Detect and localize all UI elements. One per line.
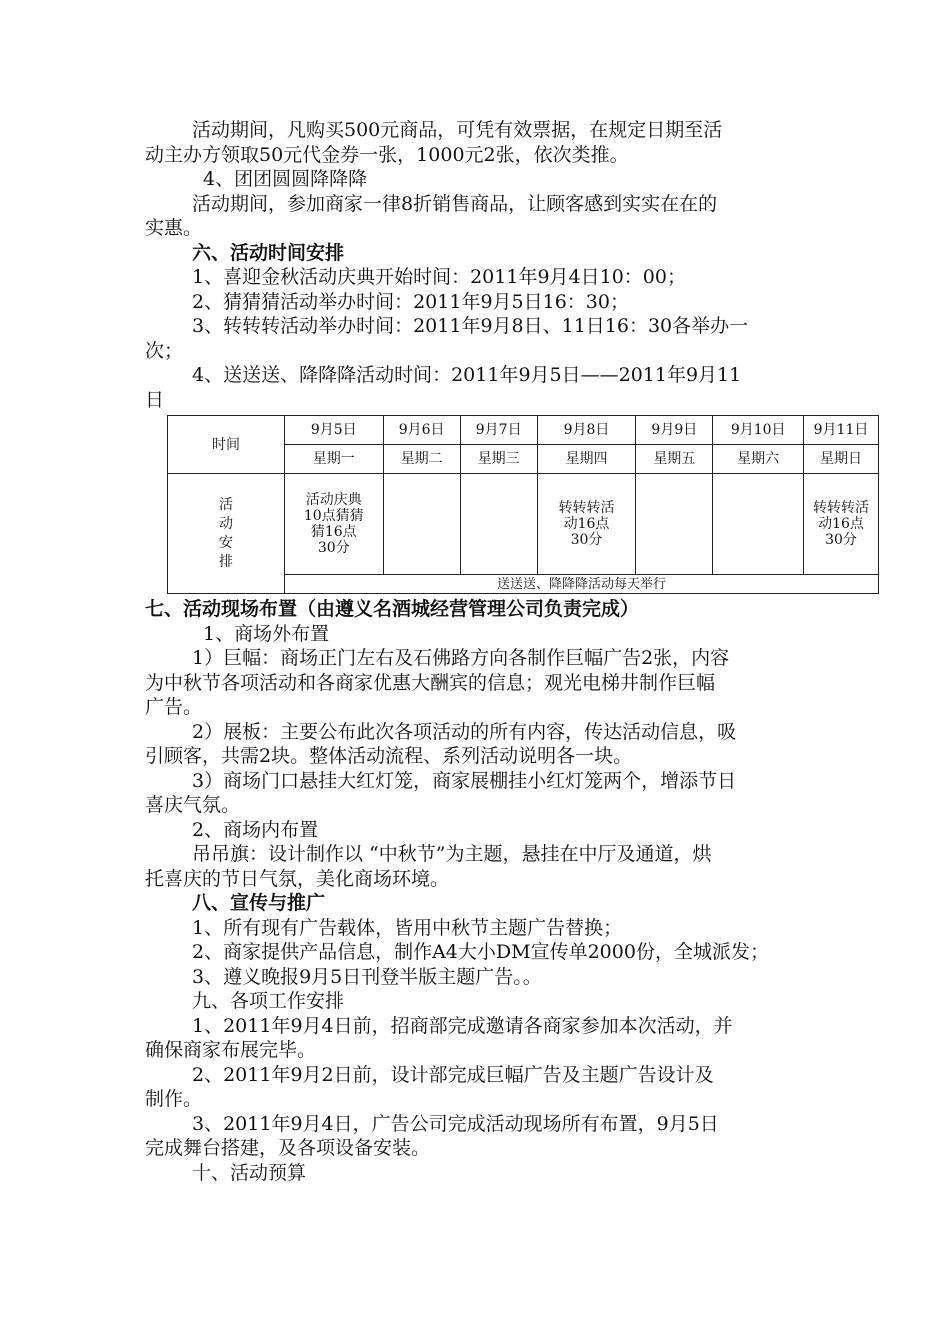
paragraph-line: 2、商家提供产品信息，制作A4大小DM宣传单2000份，全城派发； [192,941,769,963]
weekday-cell: 星期二 [383,445,460,474]
plan-label-char: 活 [219,496,233,513]
section-heading-7: 七、活动现场布置（由遵义名酒城经营管理公司负责完成） [145,598,640,620]
paragraph-line: 活动期间，参加商家一律8折销售商品，让顾客感到实实在在的 [192,192,718,215]
date-cell: 9月9日 [636,416,713,445]
section-heading-10: 十、活动预算 [192,1161,307,1184]
paragraph-line: 3、2011年9月4日，广告公司完成活动现场所有布置，9月5日 [192,1112,719,1135]
weekday-cell: 星期三 [460,445,537,474]
date-cell: 9月6日 [383,416,460,445]
date-cell: 9月5日 [285,416,384,445]
paragraph-line: 1）巨幅：商场正门左右及石佛路方向各制作巨幅广告2张，内容 [192,647,730,669]
plan-cell [460,474,537,575]
paragraph-line: 完成舞台搭建，及各项设备安装。 [145,1137,431,1159]
plan-text: 活动庆典10点猜猜猜16点30分 [303,492,364,556]
weekday-cell: 星期五 [636,445,713,474]
weekday-cell: 星期四 [537,445,636,474]
subheading: 2、商场内布置 [192,818,319,841]
plan-label-char: 安 [219,534,233,551]
table-footer-cell: 送送送、降降降活动每天举行 [285,575,879,594]
paragraph-line: 制作。 [145,1088,203,1110]
plan-cell [636,474,713,575]
plan-cell [383,474,460,575]
paragraph-line: 吊吊旗：设计制作以 “中秋节”为主题，悬挂在中厅及通道，烘 [192,843,712,865]
date-cell: 9月7日 [460,416,537,445]
paragraph-line: 确保商家布展完毕。 [145,1039,317,1061]
paragraph-line: 2、猜猜猜活动举办时间：2011年9月5日16：30； [192,290,629,313]
section-heading-6: 六、活动时间安排 [192,241,345,264]
paragraph-line: 引顾客，共需2块。整体活动流程、系列活动说明各一块。 [145,745,633,767]
plan-header-label [219,496,233,572]
paragraph-line: 托喜庆的节日气氛，美化商场环境。 [145,867,450,890]
schedule-table [167,415,879,594]
subheading: 1、商场外布置 [203,622,330,645]
section-heading-9: 九、各项工作安排 [192,990,345,1012]
paragraph-line: 3、转转转活动举办时间：2011年9月8日、11日16：30各举办一 [192,315,749,337]
plan-cell [713,474,804,575]
plan-text: 转转转活动16点30分 [813,500,869,548]
plan-cell [804,474,879,575]
plan-header-cell [168,474,285,594]
paragraph-line: 3、遵义晚报9月5日刊登半版主题广告。。 [192,965,542,988]
paragraph-line: 4、送送送、降降降活动时间：2011年9月5日——2011年9月11 [192,364,742,386]
weekday-cell: 星期一 [285,445,384,474]
time-header-cell: 时间 [168,416,285,474]
plan-label-char: 排 [219,553,233,570]
paragraph-line: 1、喜迎金秋活动庆典开始时间：2011年9月4日10：00； [192,266,686,288]
plan-text: 转转转活动16点30分 [558,500,615,548]
paragraph-line: 实惠。 [145,217,203,239]
plan-cell [537,474,636,575]
paragraph-line: 3）商场门口悬挂大红灯笼，商家展棚挂小红灯笼两个，增添节日 [192,769,737,792]
weekday-cell: 星期六 [713,445,804,474]
date-cell: 9月10日 [713,416,804,445]
date-cell: 9月8日 [537,416,636,445]
document-page [145,118,869,1185]
plan-cell [285,474,384,575]
paragraph-line: 喜庆气氛。 [145,794,241,816]
paragraph-line: 1、2011年9月4日前，招商部完成邀请各商家参加本次活动，并 [192,1014,733,1037]
paragraph-line: 为中秋节各项活动和各商家优惠大酬宾的信息；观光电梯井制作巨幅 [145,671,716,694]
plan-label-char: 动 [219,515,233,532]
weekday-cell: 星期日 [804,445,879,474]
paragraph-line: 1、所有现有广告载体，皆用中秋节主题广告替换； [192,916,623,939]
paragraph-line: 日 [145,388,165,411]
paragraph-line: 2、2011年9月2日前，设计部完成巨幅广告及主题广告设计及 [192,1063,714,1086]
date-cell: 9月11日 [804,416,879,445]
paragraph-line: 2）展板：主要公布此次各项活动的所有内容，传达活动信息，吸 [192,720,737,743]
paragraph-line: 活动期间，凡购买500元商品，可凭有效票据，在规定日期至活 [192,119,723,141]
paragraph-line: 广告。 [145,696,203,718]
paragraph-line: 次； [145,339,184,362]
paragraph-line: 动主办方领取50元代金券一张，1000元2张，依次类推。 [145,143,629,166]
subheading: 4、团团圆圆降降降 [203,168,368,190]
section-heading-8: 八、宣传与推广 [192,892,326,914]
